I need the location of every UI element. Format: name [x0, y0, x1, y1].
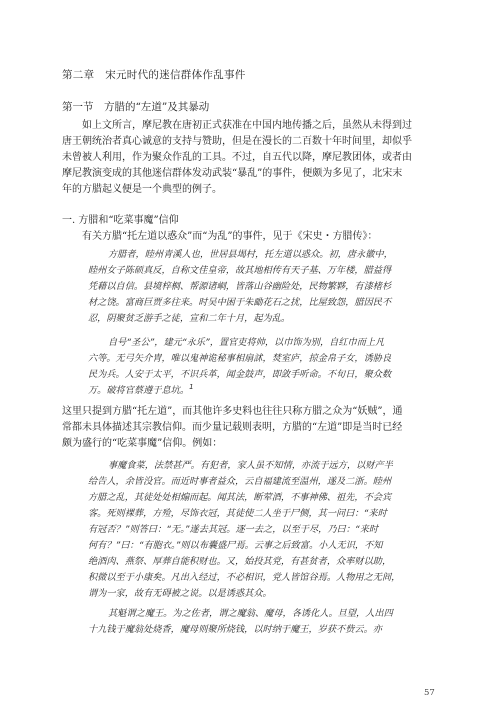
text-line: 未曾被人利用，作为聚众作乱的工具。不过，自五代以降，摩尼教团体，或者由 [62, 152, 412, 163]
footnote-marker[interactable]: 1 [189, 383, 194, 391]
subsection-title: 一. 方腊和“吃菜事魔”信仰 [62, 215, 179, 226]
quote-block-4 [88, 606, 444, 638]
quote-line: 材之饶。富商巨贾多往来。时吴中困于朱勔花石之扰，比屋致怨，腊因民不 [88, 297, 392, 308]
quote-line: 六等。无弓矢介胄，唯以鬼神诡秘事相扇訹，焚室庐，掠金帛子女，诱胁良 [88, 353, 392, 364]
subsection-intro [62, 229, 442, 245]
quote-line: 凭藉以自信。县境梓桐、帮源诸峒，皆落山谷幽险处，民物繁夥，有漆楮杉 [88, 281, 392, 292]
quote-line: 民为兵。人安于太平，不识兵革，闻金鼓声，即敛手听命。不旬日，聚众数 [88, 369, 392, 380]
text-line: 颇为盛行的“吃菜事魔”信仰。例如： [62, 438, 223, 449]
text-line: 摩尼教演变成的其他迷信群体发动武装“暴乱”的事件，便颇为多见了，北宋末 [62, 168, 403, 179]
intro-paragraph [62, 118, 442, 198]
quote-block-2 [88, 335, 444, 399]
quote-line: 方腊之乱，其徒处处相煽而起。闻其法，断荤酒，不事神佛、祖先，不会宾 [88, 492, 392, 503]
quote-line: 忍，阴聚贫乏游手之徒，宣和二年十月，起为乱。 [88, 313, 291, 324]
quote-line: 有冠否？”则答曰：“无。”遂去其冠。逐一去之，以至于尽，乃曰：“来时 [88, 524, 379, 535]
quote-line: 谓为一家，故有无碍被之说。以是诱惑其众。 [88, 588, 272, 599]
quote-line: 绝酒肉、燕祭、厚葬自能积财也。又，始投其党，有甚贫者，众率财以助， [88, 556, 392, 567]
chapter-title: 第二章 宋元时代的迷信群体作乱事件 [62, 69, 246, 81]
text-line: 年的方腊起义便是一个典型的例子。 [62, 184, 222, 195]
quote-line-last [88, 383, 444, 399]
page-number: 57 [424, 688, 435, 698]
quote-line: 客。死则裸葬，方殓，尽饰衣冠，其徒使二人坐于尸侧，其一问曰：“来时 [88, 508, 387, 519]
quote-line: 自号“圣公”，建元“永乐”，置官吏将帅，以巾饰为别，自红巾而上凡 [108, 337, 385, 348]
body-paragraph [62, 404, 442, 452]
quote-line: 其魁谓之魔王。为之佐者，谓之魔翁、魔母，各诱化人。旦望，人出四 [108, 608, 393, 619]
quote-line: 给告人，余皆没官。而近时事者益众，云自福建流至温州，遂及二浙。睦州 [88, 476, 392, 487]
text-line: 有关方腊“托左道以惑众”而“为乱”的事件，见于《宋史・方腊传》： [82, 231, 378, 242]
quote-line: 方腊者，睦州青溪人也，世居县堨村，托左道以惑众。初，唐永徽中， [108, 249, 393, 260]
quote-line: 睦州女子陈硕真反，自称文佳皇帝，故其地相传有天子基、万年楼，腊益得 [88, 265, 392, 276]
quote-block-1 [88, 247, 444, 327]
section-title: 第一节 方腊的“左道”及其暴动 [62, 101, 210, 113]
text-line: 常都未具体描述其宗教信仰。而少量记载则表明，方腊的“左道”即是当时已经 [62, 422, 403, 433]
quote-line: 何有？”曰：“有胞衣。”则以布囊盛尸焉。云事之后致富。小人无识，不知 [88, 540, 383, 551]
quote-line: 十九钱于魔翁处烧香，魔母则聚所烧钱，以时纳于魔王，岁获不赀云。亦 [88, 624, 382, 635]
text-line: 这里只提到方腊“托左道”，而其他许多史料也往往只称方腊之众为“妖贼”，通 [62, 406, 403, 417]
text-line: 如上文所言，摩尼教在唐初正式获准在中国内地传播之后，虽然从未得到过 [82, 120, 412, 131]
quote-block-3 [88, 458, 444, 602]
quote-text: 万。破将官蔡遵于息坑。 [88, 385, 190, 396]
quote-line: 积微以至于小康矣。凡出入经过，不必相识，党人皆馆谷焉。人物用之无间， [88, 572, 401, 583]
text-line: 唐王朝统治者真心诚意的支持与赞助，但是在漫长的二百数十年时间里，却似乎 [62, 136, 412, 147]
quote-line: 事魔食菜，法禁甚严。有犯者，家人虽不知情，亦流于远方，以财产半 [108, 460, 393, 471]
